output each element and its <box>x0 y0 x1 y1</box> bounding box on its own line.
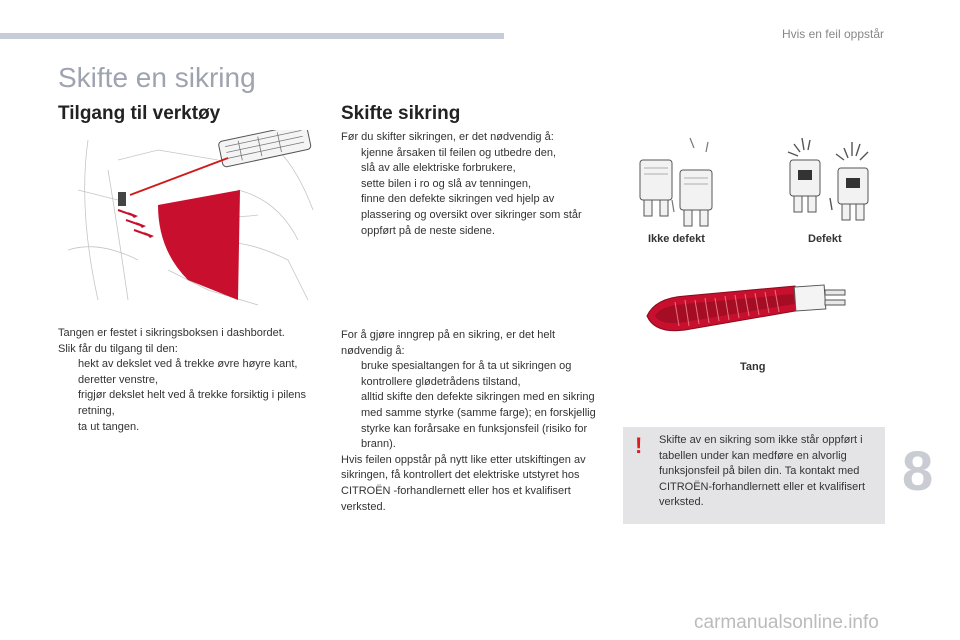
fuse-ok-illustration <box>630 130 740 230</box>
list-item: frigjør dekslet helt ved å trekke forsiktig i pilens retning, <box>78 389 307 417</box>
label-tool: Tang <box>740 361 766 373</box>
dashboard-illustration <box>58 130 320 310</box>
access-instructions <box>58 326 320 435</box>
section-title: Hvis en feil oppstår <box>781 27 884 41</box>
header-bar <box>0 33 504 39</box>
fuse-puller-illustration <box>645 268 850 350</box>
warning-text: Skifte av en sikring som ikke står oppført i tabellen under kan medføre en alvorlig funksjonsfeil på bilen din. Ta kontakt med CITROËN-forhandlernett eller et kvalifisert verksted. <box>659 434 866 509</box>
list-item: alltid skifte den defekte sikringen med en sikring med samme styrke (samme farge); en forskjellig styrke kan forårsake en funksjonsfeil (risiko for brann). <box>361 391 596 451</box>
fuse-defect-illustration <box>780 130 880 230</box>
label-not-defective: Ikke defekt <box>648 233 705 245</box>
intervention-instructions <box>341 328 603 515</box>
access-intro-line2: Slik får du tilgang til den: <box>58 342 178 355</box>
access-intro-line1: Tangen er festet i sikringsboksen i dashbordet. <box>58 327 285 339</box>
warning-icon: ! <box>635 433 643 458</box>
warning-box <box>623 427 885 524</box>
chapter-number: 8 <box>902 439 934 502</box>
page-title: Skifte en sikring <box>58 62 256 93</box>
watermark: carmanualsonline.info <box>694 612 879 633</box>
list-item: finne den defekte sikringen ved hjelp av plassering og oversikt over sikringer som står oppført på de neste sidene. <box>361 193 582 237</box>
list-item: sette bilen i ro og slå av tenningen, <box>361 177 532 190</box>
heading-replace-fuse: Skifte sikring <box>341 103 461 124</box>
list-item: hekt av dekslet ved å trekke øvre høyre kant, deretter venstre, <box>78 358 298 386</box>
intervention-intro: For å gjøre inngrep på en sikring, er det helt nødvendig å: <box>341 329 556 357</box>
recurrence-note: Hvis feilen oppstår på nytt like etter utskiftingen av sikringen, få kontrollert det elektriske utstyret hos CITROËN -forhandlernett eller hos et kvalifisert verksted. <box>341 453 586 513</box>
list-item: bruke spesialtangen for å ta ut sikringen og kontrollere glødetrådens tilstand, <box>361 360 572 388</box>
replace-instructions <box>341 130 603 239</box>
list-item: slå av alle elektriske forbrukere, <box>361 162 516 175</box>
list-item: ta ut tangen. <box>78 420 140 433</box>
heading-access-tool: Tilgang til verktøy <box>58 103 221 124</box>
replace-intro: Før du skifter sikringen, er det nødvendig å: <box>341 131 554 143</box>
label-defective: Defekt <box>808 233 842 245</box>
list-item: kjenne årsaken til feilen og utbedre den, <box>361 146 557 159</box>
